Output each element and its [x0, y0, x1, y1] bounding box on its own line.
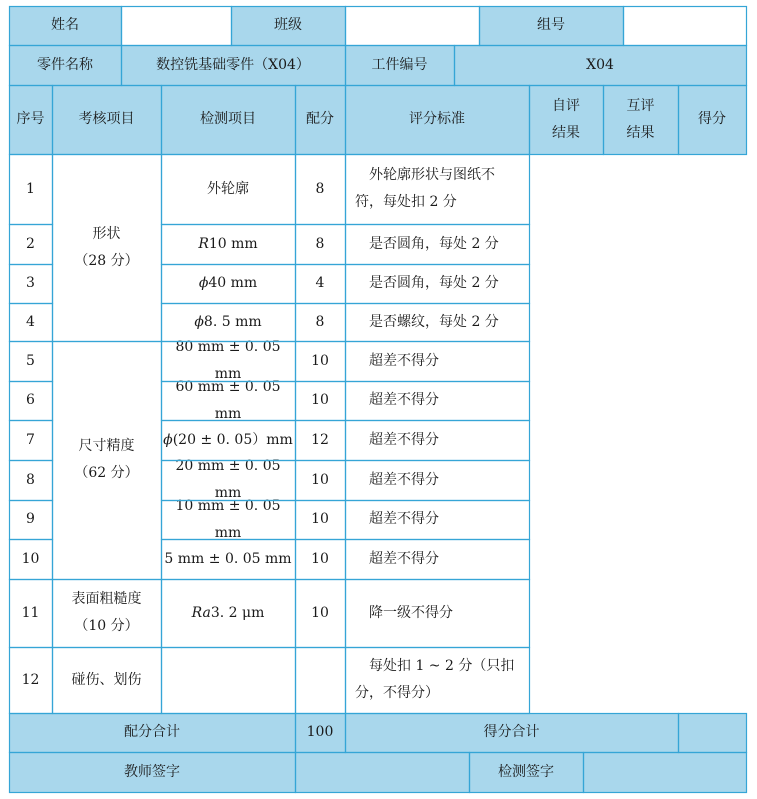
name-value[interactable] — [121, 6, 231, 45]
check-item — [161, 579, 295, 647]
row-no: 9 — [26, 511, 35, 528]
row-score: 10 — [311, 352, 329, 369]
inspect-sign-label: 检测签字 — [469, 752, 583, 792]
criteria: 降一级不得分 — [369, 604, 453, 621]
row-no: 2 — [26, 235, 35, 252]
criteria: 超差不得分 — [369, 352, 439, 369]
check-item: 60 mm ± 0. 05 mm — [175, 378, 281, 422]
group-scratch: 碰伤、划伤 — [71, 671, 142, 688]
group-shape: 形状 （28 分） — [74, 225, 139, 269]
inspect-sign-field[interactable] — [583, 752, 746, 792]
part-name-value: 数控铣基础零件（X04） — [121, 45, 345, 85]
name-label: 姓名 — [9, 6, 121, 45]
col-header-check: 检测项目 — [161, 85, 295, 154]
col-header-score: 配分 — [295, 85, 345, 154]
row-score: 8 — [315, 180, 325, 197]
row-score: 10 — [311, 392, 329, 409]
score-total-label: 得分合计 — [345, 713, 678, 752]
part-name-label: 零件名称 — [9, 45, 121, 85]
criteria: 外轮廓形状与图纸不符，每处扣 2 分 — [355, 167, 495, 210]
row-score: 10 — [311, 604, 329, 621]
teacher-sign-label: 教师签字 — [9, 752, 295, 792]
symbol-phi: ϕ — [194, 313, 204, 330]
row-score: 8 — [315, 313, 325, 330]
check-item-text: 40 mm — [208, 275, 258, 292]
teacher-sign-field[interactable] — [295, 752, 469, 792]
criteria: 是否圆角，每处 2 分 — [369, 275, 499, 292]
row-score: 10 — [311, 511, 329, 528]
class-value[interactable] — [345, 6, 479, 45]
criteria: 是否螺纹，每处 2 分 — [369, 313, 499, 330]
check-item: 外轮廓 — [207, 180, 249, 197]
row-no: 6 — [26, 392, 35, 409]
score-total-value[interactable] — [678, 713, 746, 752]
group-dimension: 尺寸精度 （62 分） — [74, 438, 139, 481]
check-item: 80 mm ± 0. 05 mm — [175, 339, 281, 382]
total-score-label: 配分合计 — [9, 713, 295, 752]
check-item: 5 mm ± 0. 05 mm — [164, 550, 292, 567]
row-score: 4 — [315, 275, 325, 292]
check-item — [161, 647, 295, 713]
group-roughness: 表面粗糙度 （10 分） — [71, 591, 142, 634]
row-no: 10 — [21, 550, 40, 567]
check-item — [161, 224, 295, 264]
col-header-criteria: 评分标准 — [345, 85, 529, 154]
total-score-value: 100 — [295, 713, 345, 752]
row-no: 1 — [26, 180, 35, 197]
check-item-text: 8. 5 mm — [203, 313, 262, 330]
criteria: 超差不得分 — [369, 511, 439, 528]
criteria: 超差不得分 — [369, 550, 439, 567]
symbol-phi: ϕ — [163, 431, 173, 448]
criteria: 是否圆角，每处 2 分 — [369, 235, 499, 252]
group-value[interactable] — [623, 6, 746, 45]
col-header-self-eval: 自评 结果 — [529, 85, 603, 154]
work-no-value: X04 — [454, 45, 746, 85]
work-no-label: 工件编号 — [345, 45, 454, 85]
col-header-points: 得分 — [678, 85, 746, 154]
row-no: 4 — [26, 313, 35, 330]
row-no: 8 — [26, 471, 35, 488]
check-item: 10 mm ± 0. 05 mm — [175, 497, 281, 541]
row-no: 12 — [21, 671, 40, 688]
check-item-text: (20 ± 0. 05）mm — [172, 431, 293, 448]
row-score — [295, 647, 345, 713]
row-no: 11 — [21, 604, 40, 621]
col-header-item: 考核项目 — [52, 85, 161, 154]
check-item-text: 3. 2 μm — [210, 604, 265, 621]
criteria: 超差不得分 — [369, 471, 439, 488]
group-label: 组号 — [479, 6, 623, 45]
symbol-phi: ϕ — [198, 275, 209, 292]
row-no: 3 — [26, 275, 35, 292]
row-no: 5 — [26, 352, 35, 369]
row-score: 8 — [315, 235, 325, 252]
check-item-text: 10 mm — [208, 235, 258, 252]
check-item: 20 mm ± 0. 05 mm — [175, 458, 281, 501]
row-score: 10 — [311, 550, 329, 567]
row-no: 7 — [26, 431, 35, 448]
col-header-no: 序号 — [9, 85, 52, 154]
criteria: 超差不得分 — [369, 392, 439, 409]
symbol-r: R — [198, 235, 209, 252]
row-score: 10 — [311, 471, 329, 488]
criteria: 超差不得分 — [369, 431, 439, 448]
criteria: 每处扣 1 ~ 2 分（只扣分，不得分） — [355, 658, 515, 701]
check-item — [161, 264, 295, 303]
symbol-ra: Ra — [191, 604, 211, 621]
row-score: 12 — [311, 431, 329, 448]
class-label: 班级 — [231, 6, 345, 45]
col-header-peer-eval: 互评 结果 — [603, 85, 678, 154]
